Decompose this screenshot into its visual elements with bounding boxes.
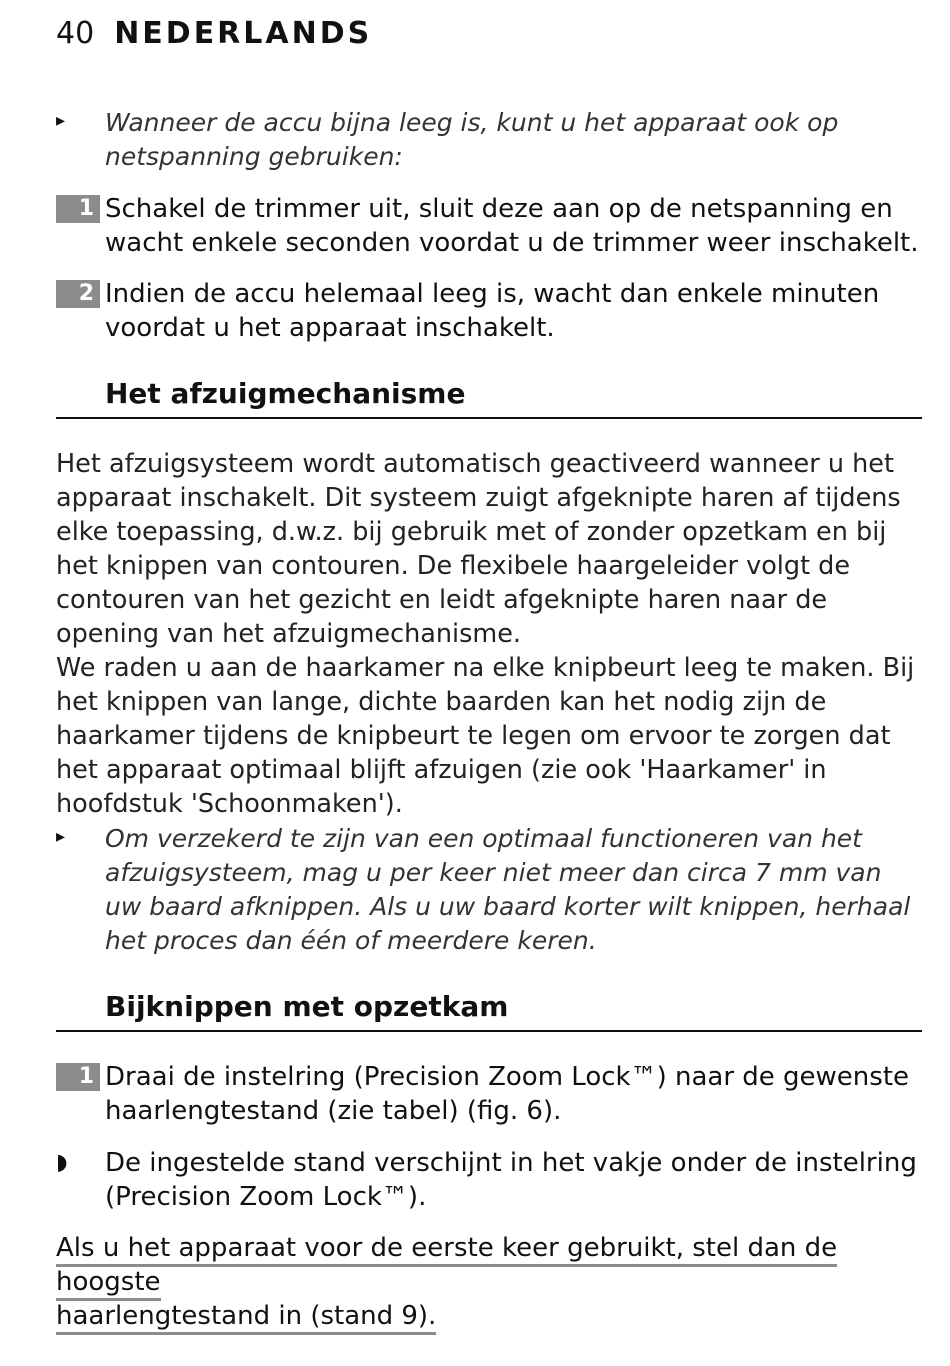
- intro-bullet: [56, 106, 922, 174]
- step-number-badge: 1: [56, 1063, 100, 1091]
- step-text: Draai de instelring (Precision Zoom Lock™) naar de gewenste haarlengtestand (zie tabel) (fig. 6).: [105, 1062, 910, 1126]
- bullet-arrow-icon: ▸: [56, 110, 66, 131]
- intro-bullet-text: Wanneer de accu bijna leeg is, kunt u het apparaat ook op netspanning gebruiken:: [105, 108, 839, 171]
- step-text: Schakel de trimmer uit, sluit deze aan op de netspanning en wacht enkele seconden voordat u de trimmer weer inschakelt.: [105, 194, 919, 258]
- step-text: Indien de accu helemaal leeg is, wacht dan enkele minuten voordat u het apparaat inschakelt.: [105, 279, 880, 343]
- page-header: [56, 16, 372, 56]
- result-half-circle-icon: ◗: [56, 1150, 68, 1175]
- afzuig-bullet: [56, 822, 922, 958]
- note-line-2: haarlengtestand in (stand 9).: [56, 1301, 436, 1335]
- section-paragraph-2: We raden u aan de haarkamer na elke knipbeurt leeg te maken. Bij het knippen van lange, dichte baarden kan het nodig zijn de haarkamer tijdens de knipbeurt te legen om ervoor te zorgen dat het apparaat optimaal blijft afzuigen (zie ook 'Haarkamer' in hoofdstuk 'Schoonmaken').: [56, 653, 915, 819]
- language-heading: NEDERLANDS: [114, 16, 373, 51]
- step-1-zoom: [56, 1060, 922, 1128]
- bullet-arrow-icon: ▸: [56, 826, 66, 847]
- note-line-1: Als u het apparaat voor de eerste keer gebruikt, stel dan de hoogste: [56, 1233, 837, 1301]
- step-2: [56, 277, 922, 345]
- page-number: 40: [56, 16, 95, 51]
- result-item: [56, 1146, 922, 1214]
- step-number-badge: 2: [56, 280, 100, 308]
- section-title-afzuigmechanisme: Het afzuigmechanisme: [56, 377, 922, 419]
- section-paragraph-1: Het afzuigsysteem wordt automatisch geactiveerd wanneer u het apparaat inschakelt. Dit systeem zuigt afgeknipte haren af tijdens elke toepassing, d.w.z. bij gebruik met of zonder opzetkam en bij het knippen van contouren. De flexibele haargeleider volgt de contouren van het gezicht en leidt afgeknipte haren naar de opening van het afzuigmechanisme.: [56, 449, 901, 649]
- section-title-bijknippen: Bijknippen met opzetkam: [56, 990, 922, 1032]
- step-number-badge: 1: [56, 195, 100, 223]
- first-use-note: [56, 1231, 926, 1333]
- afzuig-bullet-text: Om verzekerd te zijn van een optimaal functioneren van het afzuigsysteem, mag u per keer niet meer dan circa 7 mm van uw baard afknippen. Als u uw baard korter wilt knippen, herhaal het proces dan één of meerdere keren.: [105, 824, 911, 955]
- result-text: De ingestelde stand verschijnt in het vakje onder de instelring (Precision Zoom Lock™).: [105, 1148, 917, 1212]
- step-1: [56, 192, 922, 260]
